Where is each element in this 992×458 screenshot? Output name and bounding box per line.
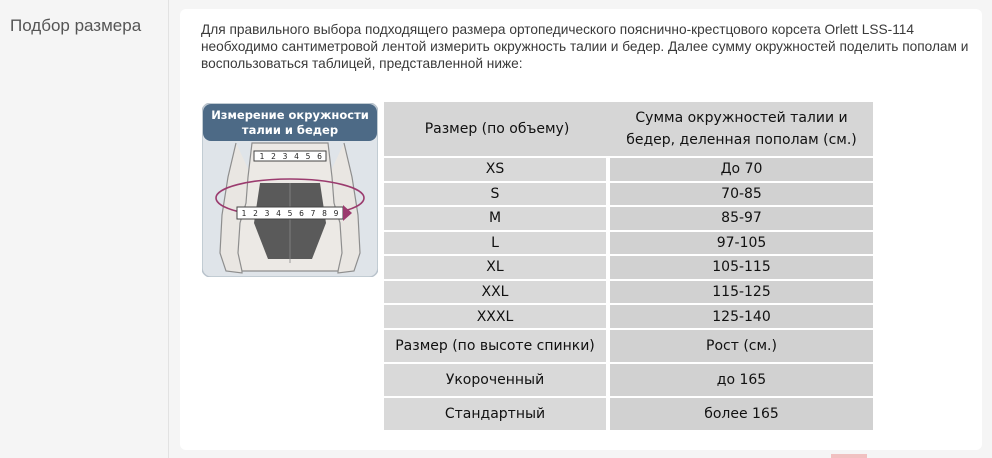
tape-number: 4 [294, 152, 299, 161]
tape-number: 2 [271, 152, 276, 161]
body-measurement-graphic [202, 103, 378, 277]
table-row [384, 207, 873, 232]
tape-number: 5 [287, 209, 293, 218]
hip-tape-numbers [242, 209, 339, 218]
tape-number: 9 [333, 209, 339, 218]
tape-number: 2 [253, 209, 258, 218]
size-cell: XXXL [384, 305, 610, 330]
table-row [384, 256, 873, 281]
table-header-row [384, 102, 873, 158]
tape-number: 4 [276, 209, 281, 218]
waist-tape [254, 151, 326, 161]
table-row [384, 232, 873, 257]
header-growth: Рост (см.) [610, 330, 873, 364]
intro-text: Для правильного выбора подходящего размера ортопедического пояснично-крестцового корсета Orlett LSS-114 необходимо сантиметровой лентой измерить окружность талии и бедер. Далее сумму окружностей поделить пополам и воспользоваться таблицей, представленной ниже: [201, 22, 969, 71]
header-size-height: Размер (по высоте спинки) [384, 330, 610, 364]
tape-number: 3 [282, 152, 288, 161]
table-row [384, 183, 873, 208]
size-cell: XS [384, 158, 610, 183]
section-label: Подбор размера [10, 16, 142, 35]
back-height-cell: Стандартный [384, 398, 610, 432]
tape-number: 5 [305, 152, 311, 161]
growth-cell: более 165 [610, 398, 873, 432]
range-cell: До 70 [610, 158, 873, 183]
range-cell: 85-97 [610, 207, 873, 232]
table-row [384, 364, 873, 398]
tape-number: 7 [310, 209, 316, 218]
range-cell: 97-105 [610, 232, 873, 257]
tape-number: 1 [259, 152, 265, 161]
table-subheader-row [384, 330, 873, 364]
range-cell: 125-140 [610, 305, 873, 330]
corner-accent [831, 454, 867, 458]
size-cell: S [384, 183, 610, 208]
size-cell: XXL [384, 281, 610, 306]
tape-number: 8 [322, 209, 327, 218]
illustration-title-1: Измерение окружности [211, 108, 369, 122]
growth-cell: до 165 [610, 364, 873, 398]
tape-number: 6 [317, 152, 322, 161]
size-cell: L [384, 232, 610, 257]
size-cell: XL [384, 256, 610, 281]
measurement-illustration [202, 103, 378, 277]
table-row [384, 158, 873, 183]
header-sum-circumference: Сумма окружностей талии и бедер, деленная пополам (см.) [610, 102, 873, 158]
table-row [384, 398, 873, 432]
back-height-cell: Укороченный [384, 364, 610, 398]
column-divider [168, 0, 169, 458]
table-row [384, 305, 873, 330]
range-cell: 105-115 [610, 256, 873, 281]
tape-number: 3 [264, 209, 270, 218]
header-size-volume: Размер (по объему) [384, 102, 610, 158]
illustration-title-2: талии и бедер [241, 123, 339, 137]
range-cell: 115-125 [610, 281, 873, 306]
range-cell: 70-85 [610, 183, 873, 208]
tape-number: 6 [299, 209, 304, 218]
table-row [384, 281, 873, 306]
size-table [384, 102, 873, 432]
tape-number: 1 [241, 209, 247, 218]
size-cell: M [384, 207, 610, 232]
